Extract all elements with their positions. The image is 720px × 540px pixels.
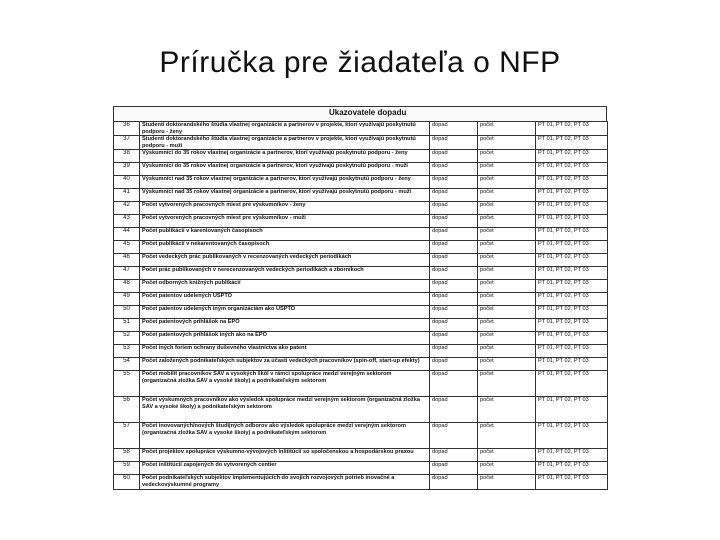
indicator-description: Počet podnikateľských subjektov implementujúcich do svojich rozvojových potrieb inovačné a vedeckovýskumné programy — [140, 475, 430, 489]
indicator-number: 44 — [114, 228, 140, 241]
indicator-description: Počet patentových prihlášok na EPO — [140, 319, 430, 332]
indicator-type: dopad — [430, 122, 478, 136]
indicator-number: 43 — [114, 215, 140, 228]
indicator-unit: počet — [478, 163, 536, 176]
indicator-type: dopad — [430, 358, 478, 371]
indicator-type: dopad — [430, 189, 478, 202]
indicator-unit: počet — [478, 122, 536, 136]
indicator-description: Počet publikácií v karentovaných časopisoch — [140, 228, 430, 241]
indicator-unit: počet — [478, 306, 536, 319]
indicator-codes: PT 01, PT 02, PT 03 — [536, 371, 608, 397]
indicator-codes: PT 01, PT 02, PT 03 — [536, 306, 608, 319]
indicator-type: dopad — [430, 371, 478, 397]
table-row — [114, 228, 608, 241]
indicator-number: 36 — [114, 122, 140, 136]
table-row — [114, 462, 608, 475]
indicator-number: 37 — [114, 136, 140, 150]
indicator-unit: počet — [478, 150, 536, 163]
indicator-unit: počet — [478, 332, 536, 345]
indicator-number: 57 — [114, 423, 140, 449]
table-row — [114, 449, 608, 462]
indicator-number: 53 — [114, 345, 140, 358]
indicator-number: 55 — [114, 371, 140, 397]
indicator-table — [113, 121, 608, 490]
indicator-number: 49 — [114, 293, 140, 306]
indicator-codes: PT 01, PT 02, PT 03 — [536, 397, 608, 423]
indicator-type: dopad — [430, 306, 478, 319]
indicator-type: dopad — [430, 202, 478, 215]
indicator-unit: počet — [478, 423, 536, 449]
indicator-unit: počet — [478, 319, 536, 332]
indicator-description: Počet inovovaných/nových študijných odborov ako výsledok spolupráce medzi verejným sektorom (organizačná zložka SAV a vysoké školy) a podnikateľským sektorom — [140, 423, 430, 449]
indicator-codes: PT 01, PT 02, PT 03 — [536, 345, 608, 358]
indicator-number: 38 — [114, 150, 140, 163]
table-row — [114, 122, 608, 136]
indicator-unit: počet — [478, 475, 536, 489]
indicator-description: Študenti doktorandského štúdia vlastnej organizácie a partnerov v projekte, ktorí využívajú poskytnutú podporu - ženy — [140, 122, 430, 136]
indicator-description: Počet publikácií v nekarentovaných časopisoch — [140, 241, 430, 254]
table-row — [114, 332, 608, 345]
indicator-number: 41 — [114, 189, 140, 202]
indicator-codes: PT 01, PT 02, PT 03 — [536, 280, 608, 293]
indicator-type: dopad — [430, 397, 478, 423]
indicator-number: 60 — [114, 475, 140, 489]
table-row — [114, 345, 608, 358]
indicator-number: 59 — [114, 462, 140, 475]
indicator-unit: počet — [478, 202, 536, 215]
table-row — [114, 136, 608, 150]
indicator-codes: PT 01, PT 02, PT 03 — [536, 267, 608, 280]
indicator-type: dopad — [430, 176, 478, 189]
indicator-type: dopad — [430, 267, 478, 280]
table-row — [114, 150, 608, 163]
indicator-codes: PT 01, PT 02, PT 03 — [536, 462, 608, 475]
indicator-type: dopad — [430, 215, 478, 228]
table-row — [114, 423, 608, 449]
indicator-description: Výskumníci nad 35 rokov vlastnej organizácie a partnerov, ktorí využívajú poskytnutú podporu - muži — [140, 189, 430, 202]
indicator-type: dopad — [430, 345, 478, 358]
indicator-codes: PT 01, PT 02, PT 03 — [536, 332, 608, 345]
indicator-number: 50 — [114, 306, 140, 319]
indicator-codes: PT 01, PT 02, PT 03 — [536, 358, 608, 371]
indicator-number: 51 — [114, 319, 140, 332]
indicator-description: Počet prác publikovaných v nerecenzovaných vedeckých periodikách a zborníkoch — [140, 267, 430, 280]
indicator-type: dopad — [430, 423, 478, 449]
indicator-type: dopad — [430, 280, 478, 293]
indicator-number: 56 — [114, 397, 140, 423]
table-row — [114, 254, 608, 267]
indicator-codes: PT 01, PT 02, PT 03 — [536, 163, 608, 176]
indicator-unit: počet — [478, 267, 536, 280]
indicator-codes: PT 01, PT 02, PT 03 — [536, 293, 608, 306]
indicator-type: dopad — [430, 475, 478, 489]
slide-title: Príručka pre žiadateľa o NFP — [159, 46, 561, 79]
indicator-type: dopad — [430, 150, 478, 163]
table-row — [114, 371, 608, 397]
indicator-type: dopad — [430, 332, 478, 345]
indicator-table-image — [113, 106, 607, 490]
indicator-unit: počet — [478, 215, 536, 228]
indicator-codes: PT 01, PT 02, PT 03 — [536, 136, 608, 150]
indicator-type: dopad — [430, 293, 478, 306]
indicator-description: Počet vedeckých prác publikovaných v recenzovaných vedeckých periodikách — [140, 254, 430, 267]
indicator-description: Počet patentov udelených USPTO — [140, 293, 430, 306]
indicator-description: Počet patentov udelených iným organizáciám ako USPTO — [140, 306, 430, 319]
indicator-description: Počet výskumných pracovníkov ako výsledok spolupráce medzi verejným sektorom (organizačná zložka SAV a vysoké školy) a podnikateľským sektorom — [140, 397, 430, 423]
indicator-codes: PT 01, PT 02, PT 03 — [536, 189, 608, 202]
indicator-description: Počet mobilít pracovníkov SAV a vysokých škôl v rámci spolupráce medzi verejným sektorom (organizačná zložka SAV a vysoké školy) a podnikateľským sektorom — [140, 371, 430, 397]
indicator-unit: počet — [478, 462, 536, 475]
indicator-codes: PT 01, PT 02, PT 03 — [536, 254, 608, 267]
indicator-description: Počet projektov spolupráce výskumno-vývojových inštitúcií so spoločenskou a hospodárskou praxou — [140, 449, 430, 462]
indicator-number: 54 — [114, 358, 140, 371]
indicator-type: dopad — [430, 163, 478, 176]
indicator-codes: PT 01, PT 02, PT 03 — [536, 215, 608, 228]
indicator-unit: počet — [478, 293, 536, 306]
indicator-codes: PT 01, PT 02, PT 03 — [536, 202, 608, 215]
indicator-unit: počet — [478, 136, 536, 150]
indicator-type: dopad — [430, 462, 478, 475]
table-header-label: Ukazovatele dopadu — [329, 108, 407, 117]
indicator-number: 47 — [114, 267, 140, 280]
indicator-codes: PT 01, PT 02, PT 03 — [536, 228, 608, 241]
indicator-unit: počet — [478, 280, 536, 293]
indicator-type: dopad — [430, 228, 478, 241]
indicator-number: 40 — [114, 176, 140, 189]
table-row — [114, 280, 608, 293]
indicator-unit: počet — [478, 371, 536, 397]
table-row — [114, 267, 608, 280]
indicator-number: 52 — [114, 332, 140, 345]
table-row — [114, 163, 608, 176]
table-row — [114, 241, 608, 254]
indicator-unit: počet — [478, 397, 536, 423]
indicator-number: 39 — [114, 163, 140, 176]
indicator-unit: počet — [478, 189, 536, 202]
table-row — [114, 475, 608, 489]
indicator-codes: PT 01, PT 02, PT 03 — [536, 319, 608, 332]
indicator-description: Výskumníci do 35 rokov vlastnej organizácie a partnerov, ktorí využívajú poskytnutú podporu - muži — [140, 163, 430, 176]
indicator-codes: PT 01, PT 02, PT 03 — [536, 449, 608, 462]
indicator-number: 46 — [114, 254, 140, 267]
indicator-type: dopad — [430, 319, 478, 332]
table-header — [113, 106, 607, 121]
indicator-description: Počet vytvorených pracovných miest pre výskumníkov - ženy — [140, 202, 430, 215]
indicator-number: 42 — [114, 202, 140, 215]
indicator-description: Počet inštitúcií zapojených do vytvorených centier — [140, 462, 430, 475]
indicator-description: Počet založených podnikateľských subjektov za účasti vedeckých pracovníkov (spin-off, start-up efekty) — [140, 358, 430, 371]
table-row — [114, 189, 608, 202]
indicator-description: Študenti doktorandského štúdia vlastnej organizácie a partnerov v projekte, ktorí využívajú poskytnutú podporu - muži — [140, 136, 430, 150]
indicator-description: Počet patentových prihlášok iných ako na EPO — [140, 332, 430, 345]
table-row — [114, 293, 608, 306]
indicator-number: 45 — [114, 241, 140, 254]
indicator-unit: počet — [478, 449, 536, 462]
indicator-unit: počet — [478, 254, 536, 267]
indicator-codes: PT 01, PT 02, PT 03 — [536, 241, 608, 254]
indicator-unit: počet — [478, 358, 536, 371]
indicator-type: dopad — [430, 136, 478, 150]
indicator-number: 58 — [114, 449, 140, 462]
indicator-description: Výskumníci nad 35 rokov vlastnej organizácie a partnerov, ktorí využívajú poskytnutú podporu - ženy — [140, 176, 430, 189]
table-row — [114, 397, 608, 423]
indicator-number: 48 — [114, 280, 140, 293]
indicator-unit: počet — [478, 241, 536, 254]
indicator-description: Počet vytvorených pracovných miest pre výskumníkov - muži — [140, 215, 430, 228]
table-row — [114, 319, 608, 332]
indicator-type: dopad — [430, 449, 478, 462]
table-row — [114, 176, 608, 189]
table-row — [114, 306, 608, 319]
indicator-codes: PT 01, PT 02, PT 03 — [536, 176, 608, 189]
indicator-unit: počet — [478, 176, 536, 189]
indicator-codes: PT 01, PT 02, PT 03 — [536, 475, 608, 489]
table-row — [114, 215, 608, 228]
indicator-type: dopad — [430, 254, 478, 267]
indicator-type: dopad — [430, 241, 478, 254]
indicator-description: Výskumníci do 35 rokov vlastnej organizácie a partnerov, ktorí využívajú poskytnutú podporu - ženy — [140, 150, 430, 163]
indicator-description: Počet odborných knižných publikácií — [140, 280, 430, 293]
indicator-codes: PT 01, PT 02, PT 03 — [536, 122, 608, 136]
indicator-description: Počet iných foriem ochrany duševného vlastníctva ako patent — [140, 345, 430, 358]
indicator-unit: počet — [478, 228, 536, 241]
table-row — [114, 358, 608, 371]
indicator-codes: PT 01, PT 02, PT 03 — [536, 423, 608, 449]
indicator-unit: počet — [478, 345, 536, 358]
table-row — [114, 202, 608, 215]
indicator-codes: PT 01, PT 02, PT 03 — [536, 150, 608, 163]
